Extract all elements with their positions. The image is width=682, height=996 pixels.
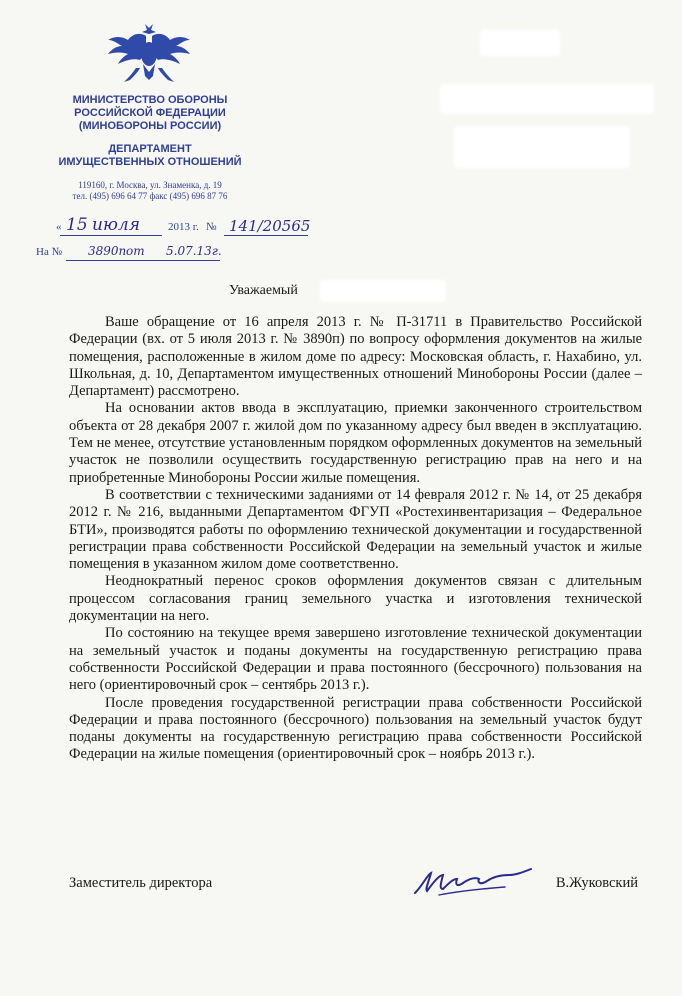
salutation: Уважаемый	[229, 283, 298, 298]
outgoing-year: 2013 г.	[168, 221, 199, 233]
body-paragraph: После проведения государственной регистрации права собственности Российской Федерации и права постоянного (бессрочного) пользования на земельный участок будут поданы документы на государственную регистрацию права собственности Российской Федерации на жилые помещения (ориентировочный срок – ноябрь 2013 г.).	[69, 694, 642, 763]
outgoing-number: 141/20565	[229, 217, 311, 235]
body-paragraph: По состоянию на текущее время завершено изготовление технической документации на земельный участок и поданы документы на государственную регистрацию права собственности Российской Федерации и права постоянного (бессрочного) пользования на него (ориентировочный срок – сентябрь 2013 г.).	[69, 625, 642, 694]
double-headed-eagle-emblem-icon	[106, 22, 192, 88]
letterhead	[36, 94, 264, 202]
body-paragraph: На основании актов ввода в эксплуатацию, приемки законченного строительством объекта от 28 декабря 2007 г. жилой дом по указанному адресу был введен в эксплуатацию. Тем не менее, отсутствие установленным порядком оформленных документов на земельный участок не позволили осуществить государственную регистрацию прав на него и на приобретенные Минобороны России жилые помещения.	[69, 400, 642, 486]
redaction-block	[480, 30, 560, 56]
body-paragraph: В соответствии с техническими заданиями от 14 февраля 2012 г. № 14, от 25 декабря 2012 г. № 216, выданными Департаментом ФГУП «Ростехинвентаризация – Федеральное БТИ», производятся работы по оформлению технической документации и государственной регистрации права собственности Российской Федерации на земельный участок и жилые помещения в указанном жилом доме соответственно.	[69, 486, 642, 573]
outgoing-day: 15	[66, 215, 88, 235]
outgoing-month: июля	[92, 215, 140, 235]
date-underline	[60, 235, 162, 236]
signature-block	[69, 871, 642, 901]
ministry-name: МИНИСТЕРСТВО ОБОРОНЫ РОССИЙСКОЙ ФЕДЕРАЦИИ (МИНОБОРОНЫ РОССИИ)	[72, 94, 228, 132]
reference-label: На №	[36, 246, 63, 258]
reference-number: 3890п	[88, 244, 127, 258]
redaction-block	[320, 280, 446, 302]
letter-body	[69, 314, 642, 764]
reference-line	[36, 244, 336, 264]
department-name: ДЕПАРТАМЕНТ ИМУЩЕСТВЕННЫХ ОТНОШЕНИЙ	[58, 143, 242, 168]
body-paragraph: Ваше обращение от 16 апреля 2013 г. № П-31711 в Правительство Российской Федерации (вх. от 5 июля 2013 г. № 3890п) по вопросу оформления документов на жилые помещения, расположенные в жилом доме по адресу: Московская область, г. Нахабино, ул. Школьная, д. 10, Департаментом имущественных отношений Минобороны России (далее – Департамент) рассмотрено.	[69, 314, 642, 400]
outgoing-number-label: №	[206, 221, 217, 233]
signatory-name: В.Жуковский	[555, 875, 638, 891]
letterhead-address: 119160, г. Москва, ул. Знаменка, д. 19 тел. (495) 696 64 77 факс (495) 696 87 76	[72, 180, 228, 201]
date-quote-open: «	[56, 221, 62, 233]
number-underline	[224, 235, 308, 236]
body-paragraph: Неоднократный перенос сроков оформления документов связан с длительным процессом согласования границ земельного участка и изготовления технической документации на него.	[69, 573, 642, 625]
redaction-block	[440, 84, 654, 114]
reference-underline	[66, 260, 220, 261]
outgoing-date-number	[36, 215, 316, 239]
reference-date: 5.07.13г.	[166, 244, 222, 258]
reference-from: от	[126, 244, 145, 258]
redaction-block	[454, 126, 630, 168]
handwritten-signature-icon	[409, 865, 539, 899]
signatory-title: Заместитель директора	[69, 875, 213, 891]
